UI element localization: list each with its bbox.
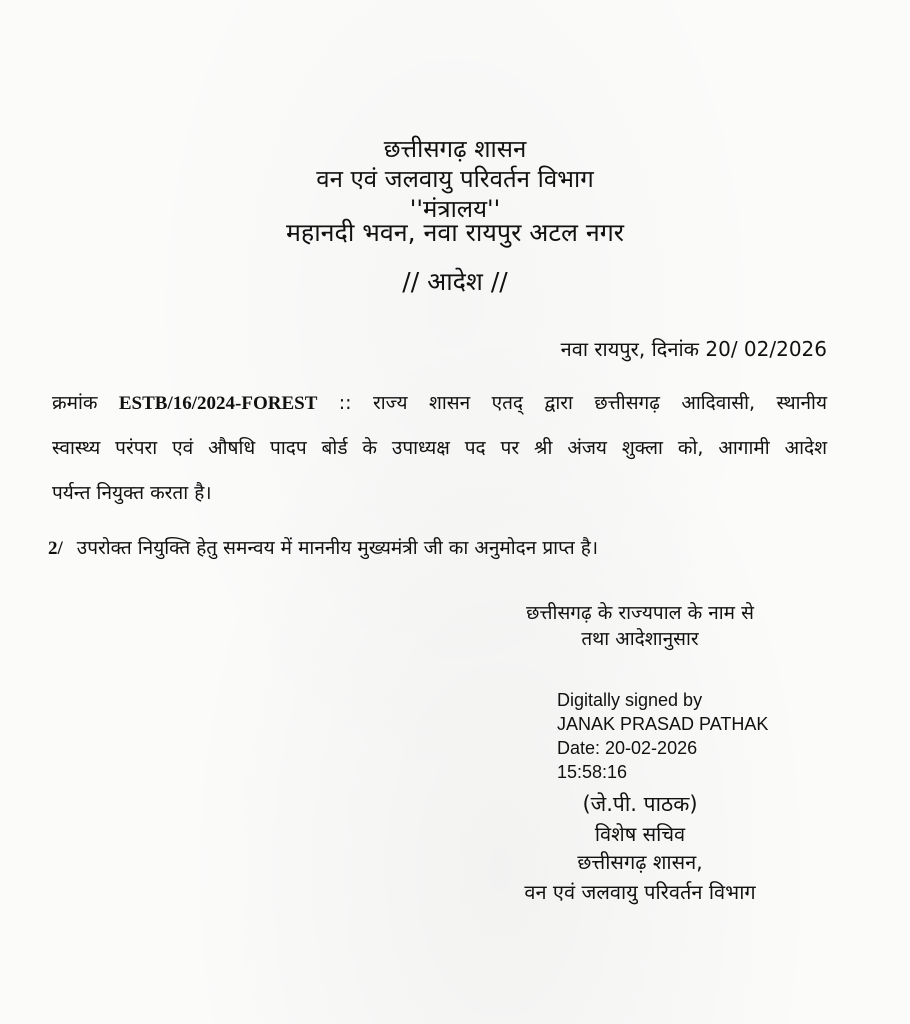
order-paragraph-1 [52, 381, 827, 516]
header-address: महानदी भवन, नवा रायपुर अटल नगर [285, 218, 625, 247]
order-number-prefix: क्रमांक [52, 392, 98, 414]
header-ministry: ''मंत्रालय'' [409, 195, 501, 223]
paragraph-2-text: उपरोक्त नियुक्ति हेतु समन्वय में माननीय मुख्यमंत्री जी का अनुमोदन प्राप्त है। [76, 537, 599, 559]
order-paragraph-2 [48, 533, 598, 564]
officer-organization: छत्तीसगढ़ शासन, [577, 850, 703, 874]
order-reference: ESTB/16/2024-FOREST [118, 393, 318, 414]
paragraph-1-line-1 [52, 381, 827, 426]
officer-name: (जे.पी. पाठक) [582, 792, 698, 816]
digital-signature-time: 15:58:16 [557, 762, 628, 782]
authority-line-2: तथा आदेशानुसार [581, 628, 699, 650]
header-government: छत्तीसगढ़ शासन [383, 135, 527, 163]
place-date: नवा रायपुर, दिनांक 20/ 02/2026 [560, 337, 827, 361]
paragraph-1-line-3: पर्यन्त नियुक्त करता है। [52, 482, 212, 504]
paragraph-number: 2/ [48, 538, 63, 559]
digital-signature-date: Date: 20-02-2026 [557, 738, 698, 758]
officer-department: वन एवं जलवायु परिवर्तन विभाग [524, 880, 756, 904]
authority-line-1: छत्तीसगढ़ के राज्यपाल के नाम से [526, 602, 754, 624]
officer-designation: विशेष सचिव [594, 822, 686, 846]
digital-signature-signer: JANAK PRASAD PATHAK [557, 714, 769, 734]
digital-signature-line-1: Digitally signed by [557, 690, 703, 710]
header-department: वन एवं जलवायु परिवर्तन विभाग [316, 165, 594, 193]
paragraph-1-line-1-rest: :: राज्य शासन एतद् द्वारा छत्तीसगढ़ आदिवासी, स्थानीय [317, 392, 827, 414]
paragraph-1-line-2: स्वास्थ्य परंपरा एवं औषधि पादप बोर्ड के उपाध्यक्ष पद पर श्री अंजय शुक्ला को, आगामी आदेश [52, 437, 827, 459]
order-title: // आदेश // [402, 267, 508, 296]
